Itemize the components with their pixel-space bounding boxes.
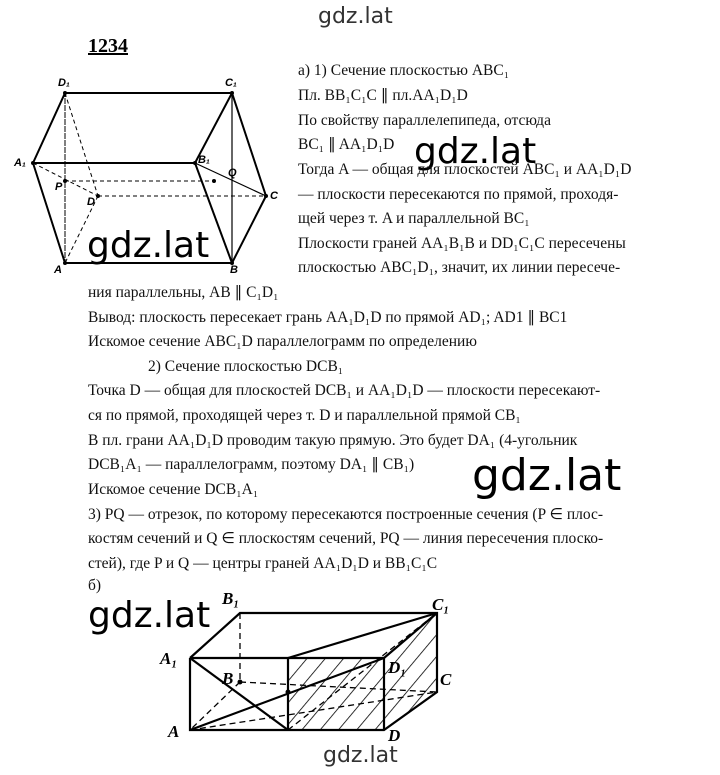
watermark-figure2: gdz.lat xyxy=(88,595,211,636)
fig1-label-D: D xyxy=(87,196,95,208)
fig2-label-A: A xyxy=(168,722,180,741)
fig1-label-P: P xyxy=(55,181,63,193)
fig1-label-A: A xyxy=(54,264,62,276)
text-line-16: В пл. грани AA₁D₁D проводим такую прямую. Это будет DA₁ (4-угольник xyxy=(88,432,578,449)
fig2-label-D: D xyxy=(388,726,401,745)
text-line-8: Плоскости граней AA₁B₁B и DD₁C₁C пересечены xyxy=(298,235,626,252)
fig1-label-C1: C₁ xyxy=(225,77,237,89)
text-line-15: ся по прямой, проходящей через т. D и параллельной прямой CB₁ xyxy=(88,407,521,424)
text-line-13: 2) Сечение плоскостью DCB₁ xyxy=(148,358,344,375)
text-line-5: Тогда A — общая для плоскостей ABC₁ и AA₁D₁D xyxy=(298,161,632,178)
fig1-label-B: B xyxy=(230,264,238,276)
text-line-9: плоскостью ABC₁D₁, значит, их линии пересече- xyxy=(298,259,621,276)
fig1-label-D1: D₁ xyxy=(58,77,70,89)
text-line-18: Искомое сечение DCB₁A₁ xyxy=(88,481,259,498)
fig2-label-C1: C₁ xyxy=(432,595,450,614)
fig1-label-B1: B₁ xyxy=(198,154,210,166)
watermark-text-area: gdz.lat xyxy=(410,134,540,170)
fig2-label-B: B xyxy=(222,669,234,688)
fig1-label-A1: A₁ xyxy=(14,157,26,169)
text-line-10: ния параллельны, AB ∥ C₁D₁ xyxy=(88,284,279,301)
text-line-12: Искомое сечение ABC₁D параллелограмм по определению xyxy=(88,333,477,350)
fig1-label-Q: Q xyxy=(228,167,237,179)
text-line-1: а) 1) Сечение плоскостью ABC₁ xyxy=(298,62,510,79)
fig2-label-B1: B₁ xyxy=(222,589,240,608)
watermark-top: gdz.lat xyxy=(318,4,393,29)
text-line-7: щей через т. A и параллельной BC₁ xyxy=(298,210,530,227)
watermark-figure1: gdz.lat xyxy=(87,225,210,266)
watermark-large: gdz.lat xyxy=(472,450,622,501)
text-line-3: По свойству параллелепипеда, отсюда xyxy=(298,112,551,129)
fig2-label-C: C xyxy=(440,670,452,689)
fig2-label-A1: A₁ xyxy=(160,649,178,668)
text-line-4: BC₁ ∥ AA₁D₁D xyxy=(298,136,395,153)
text-line-14: Точка D — общая для плоскостей DCB₁ и AA₁D₁D — плоскости пересекают- xyxy=(88,382,601,399)
text-line-20: костям сечений и Q ∈ плоскостям сечений, PQ — линия пересечения плоско- xyxy=(88,530,604,547)
text-line-6: — плоскости пересекаются по прямой, проходя- xyxy=(298,186,619,203)
text-line-2: Пл. BB₁C₁C ∥ пл.AA₁D₁D xyxy=(298,87,468,104)
fig1-label-C: C xyxy=(270,190,278,202)
watermark-bottom: gdz.lat xyxy=(323,743,398,768)
text-line-19: 3) PQ — отрезок, по которому пересекаются построенные сечения (P ∈ плос- xyxy=(88,506,604,523)
text-line-17: DCB₁A₁ — параллелограмм, поэтому DA₁ ∥ CB₁) xyxy=(88,456,415,473)
text-line-22: б) xyxy=(88,577,102,594)
problem-number: 1234 xyxy=(88,35,128,57)
text-line-11: Вывод: плоскость пересекает грань AA₁D₁D по прямой AD₁; AD1 ∥ BC1 xyxy=(88,309,568,326)
fig2-label-D1: D₁ xyxy=(388,658,407,677)
text-line-21: стей), где P и Q — центры граней AA₁D₁D и BB₁C₁C xyxy=(88,555,438,572)
